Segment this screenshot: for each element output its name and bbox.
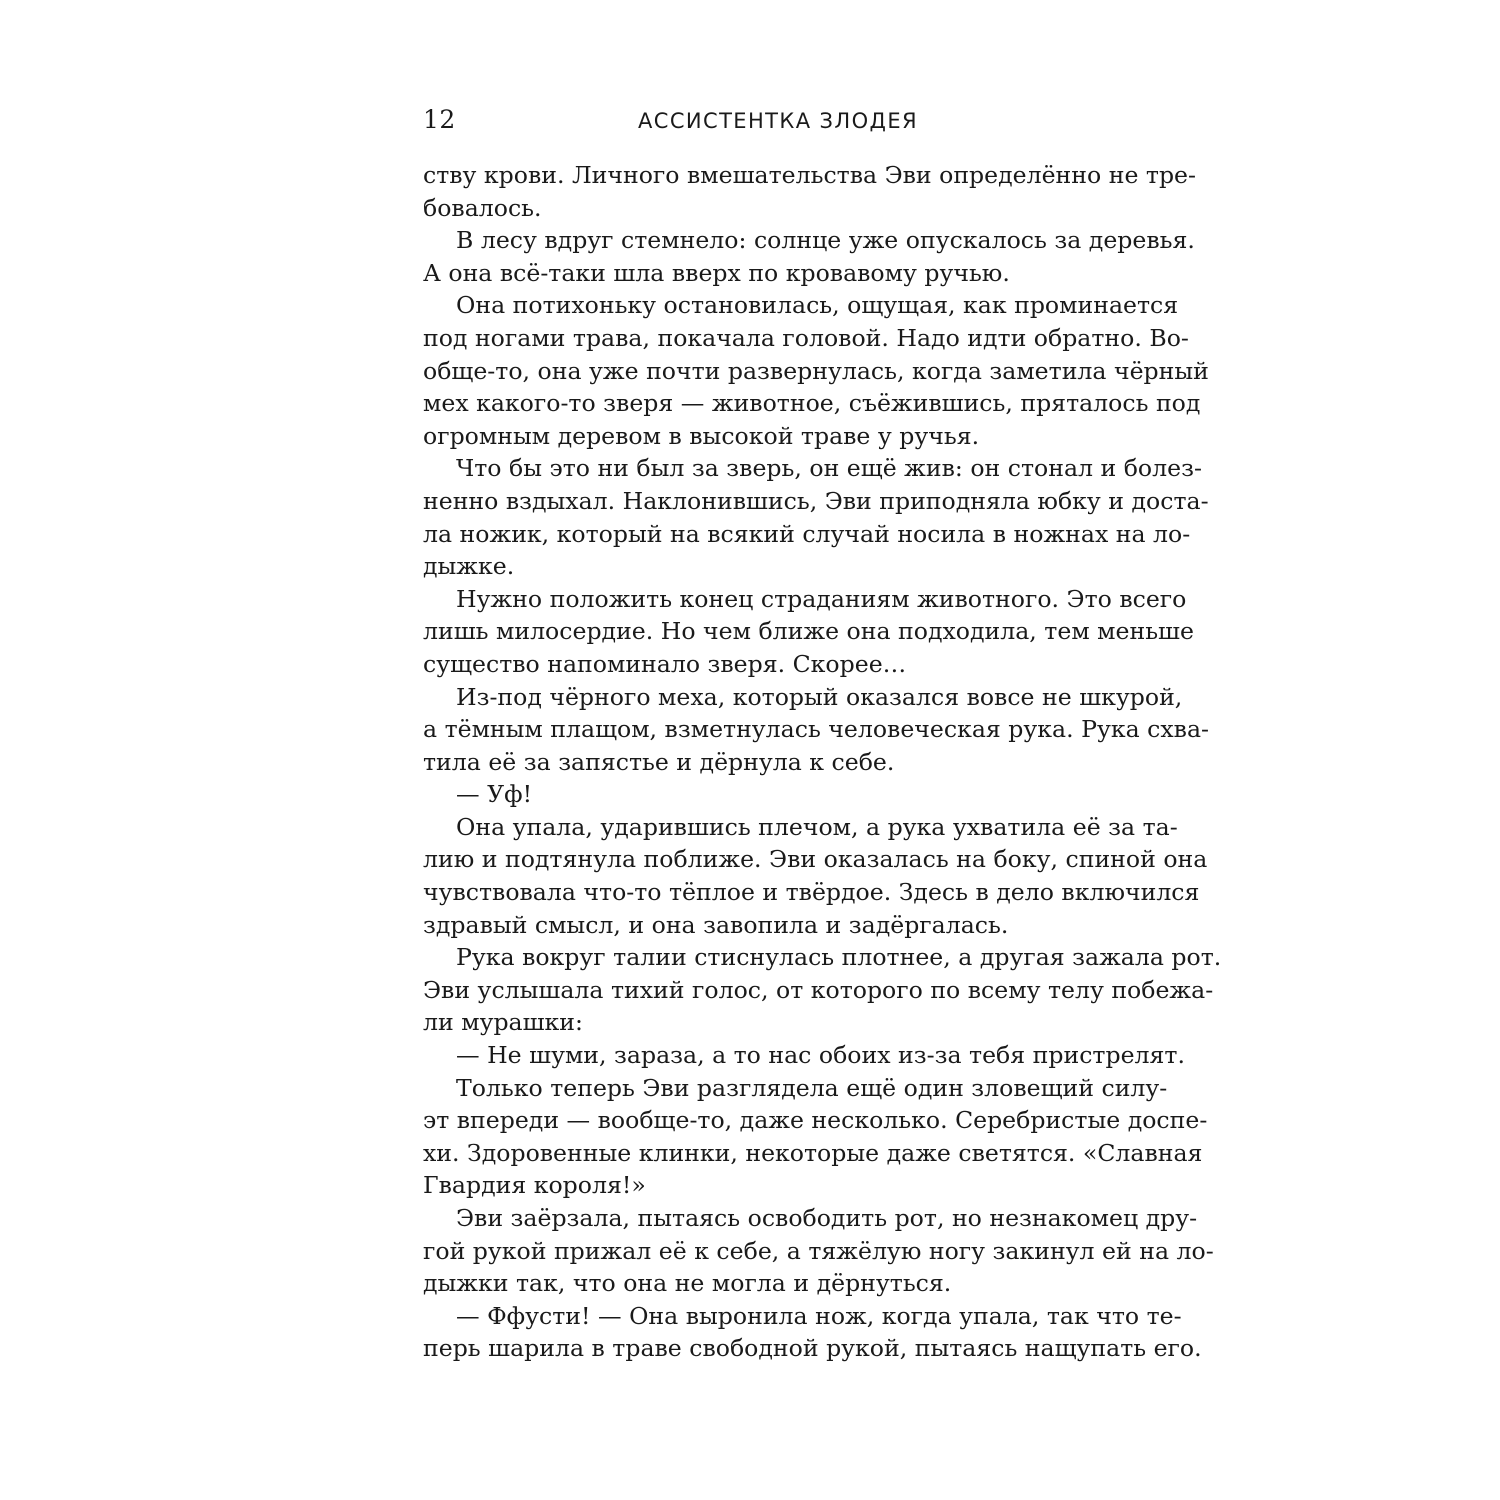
text-line: В лесу вдруг стемнело: солнце уже опускалось за деревья.: [456, 226, 1195, 255]
text-line: Нужно положить конец страданиям животного. Это всего: [456, 584, 1187, 613]
text-line: ла ножик, который на всякий случай носила в ножнах на ло-: [423, 519, 1191, 548]
text-line: — Ффусти! — Она выронила нож, когда упала, так что те-: [456, 1301, 1182, 1330]
text-line: чувствовала что-то тёплое и твёрдое. Здесь в дело включился: [423, 878, 1200, 907]
running-title: АССИСТЕНТКА ЗЛОДЕЯ: [638, 109, 918, 133]
text-line: ненно вздыхал. Наклонившись, Эви приподняла юбку и доста-: [423, 486, 1209, 515]
text-line: Гвардия короля!»: [423, 1171, 646, 1200]
text-line: — Уф!: [456, 780, 533, 809]
text-line: а тёмным плащом, взметнулась человеческая рука. Рука схва-: [423, 715, 1209, 744]
text-line: лишь милосердие. Но чем ближе она подходила, тем меньше: [423, 617, 1194, 646]
text-line: эт впереди — вообще-то, даже несколько. Серебристые доспе-: [423, 1106, 1208, 1135]
text-line: тила её за запястье и дёрнула к себе.: [423, 747, 895, 776]
text-line: Что бы это ни был за зверь, он ещё жив: он стонал и болез-: [456, 454, 1202, 483]
text-line: бовалось.: [423, 193, 542, 222]
text-line: ству крови. Личного вмешательства Эви определённо не тре-: [423, 161, 1196, 189]
text-line: здравый смысл, и она завопила и задёргалась.: [423, 910, 1009, 939]
text-line: под ногами трава, покачала головой. Надо идти обратно. Во-: [423, 323, 1189, 352]
body-text: [423, 159, 1222, 1365]
text-line: Только теперь Эви разглядела ещё один зловещий силу-: [456, 1073, 1168, 1102]
text-line: перь шарила в траве свободной рукой, пытаясь нащупать его.: [423, 1334, 1202, 1363]
text-line: дыжки так, что она не могла и дёрнуться.: [423, 1269, 952, 1298]
text-line: ли мурашки:: [423, 1008, 583, 1037]
text-line: обще-то, она уже почти развернулась, когда заметила чёрный: [423, 356, 1209, 385]
text-line: Эви заёрзала, пытаясь освободить рот, но незнакомец дру-: [456, 1204, 1198, 1232]
text-line: Эви услышала тихий голос, от которого по всему телу побежа-: [423, 975, 1214, 1004]
text-line: гой рукой прижал её к себе, а тяжёлую ногу закинул ей на ло-: [423, 1236, 1214, 1265]
text-line: лию и подтянула поближе. Эви оказалась на боку, спиной она: [423, 845, 1208, 874]
page-number: 12: [423, 105, 456, 134]
text-line: мех какого-то зверя — животное, съёжившись, пряталось под: [423, 389, 1201, 418]
text-line: существо напоминало зверя. Скорее…: [423, 649, 907, 678]
text-line: — Не шуми, зараза, а то нас обоих из-за тебя пристрелят.: [456, 1041, 1185, 1070]
text-line: Она упала, ударившись плечом, а рука ухватила её за та-: [456, 812, 1178, 841]
text-line: огромным деревом в высокой траве у ручья.: [423, 421, 980, 450]
text-line: Из-под чёрного меха, который оказался вовсе не шкурой,: [456, 682, 1183, 711]
running-head: [423, 103, 1125, 143]
text-line: Она потихоньку остановилась, ощущая, как проминается: [456, 291, 1179, 320]
text-line: дыжке.: [423, 552, 515, 581]
text-line: Рука вокруг талии стиснулась плотнее, а другая зажала рот.: [456, 943, 1222, 972]
text-line: хи. Здоровенные клинки, некоторые даже светятся. «Славная: [423, 1138, 1203, 1167]
text-line: А она всё-таки шла вверх по кровавому ручью.: [423, 258, 1010, 287]
